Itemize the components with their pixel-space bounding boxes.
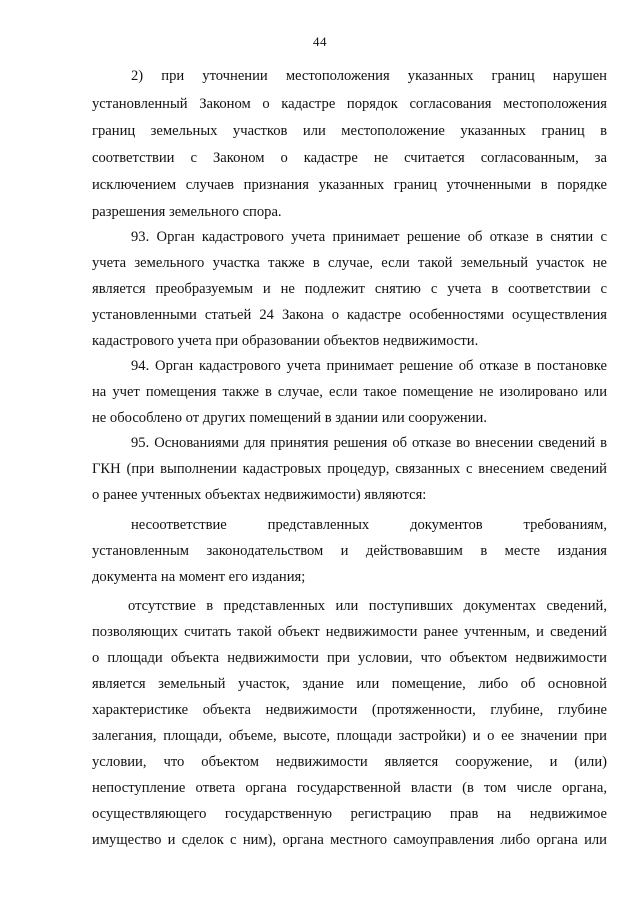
paragraph-line: разрешения земельного спора. — [92, 204, 282, 220]
paragraph-line: кадастрового учета при образовании объектов недвижимости. — [92, 333, 479, 349]
paragraph-line: условии, что объектом недвижимости является сооружение, и (или) — [92, 754, 607, 770]
paragraph-line: учета земельного участка также в случае, если такой земельный участок не — [92, 255, 607, 271]
paragraph-line: установленными статьей 24 Закона о кадастре особенностями осуществления — [92, 307, 607, 323]
paragraph-line: 94. Орган кадастрового учета принимает решение об отказе в постановке — [131, 358, 607, 374]
paragraph-line: исключением случаев признания указанных границ уточненными в порядке — [92, 177, 607, 193]
paragraph-line: о площади объекта недвижимости при условии, что объектом недвижимости — [92, 650, 607, 666]
paragraph-line: о ранее учтенных объектах недвижимости) являются: — [92, 487, 427, 503]
paragraph-line: несоответствие представленных документов требованиям, — [131, 517, 607, 533]
paragraph-line: имущество и сделок с ним), органа местного самоуправления либо органа или — [92, 832, 607, 848]
paragraph-line: 2) при уточнении местоположения указанных границ нарушен — [131, 68, 607, 84]
paragraph-line: соответствии с Законом о кадастре не считается согласованным, за — [92, 150, 607, 166]
paragraph-line: установленный Законом о кадастре порядок согласования местоположения — [92, 96, 607, 112]
paragraph-line: установленным законодательством и действовавшим в месте издания — [92, 543, 607, 559]
paragraph-line: границ земельных участков или местоположение указанных границ в — [92, 123, 607, 139]
paragraph-line: характеристике объекта недвижимости (протяженности, глубине, глубине — [92, 702, 607, 718]
paragraph-line: залегания, площади, объеме, высоте, площади застройки) и о ее значении при — [92, 728, 607, 744]
paragraph-line: непоступление ответа органа государственной власти (в том числе органа, — [92, 780, 607, 796]
paragraph-line: ГКН (при выполнении кадастровых процедур, связанных с внесением сведений — [92, 461, 607, 477]
paragraph-line: 95. Основаниями для принятия решения об отказе во внесении сведений в — [131, 435, 607, 451]
paragraph-line: документа на момент его издания; — [92, 569, 306, 585]
page-number: 44 — [313, 34, 327, 49]
paragraph-line: является преобразуемым и не подлежит снятию с учета в соответствии с — [92, 281, 607, 297]
paragraph-line: не обособлено от других помещений в здании или сооружении. — [92, 410, 487, 426]
paragraph-line: является земельный участок, здание или помещение, либо об основной — [92, 676, 607, 692]
paragraph-line: осуществляющего государственную регистрацию прав на недвижимое — [92, 806, 607, 822]
paragraph-line: 93. Орган кадастрового учета принимает решение об отказе в снятии с — [131, 229, 607, 245]
paragraph-line: отсутствие в представленных или поступивших документах сведений, — [128, 598, 607, 614]
paragraph-line: на учет помещения также в случае, если такое помещение не изолировано или — [92, 384, 607, 400]
paragraph-line: позволяющих считать такой объект недвижимости ранее учтенным, и сведений — [92, 624, 607, 640]
